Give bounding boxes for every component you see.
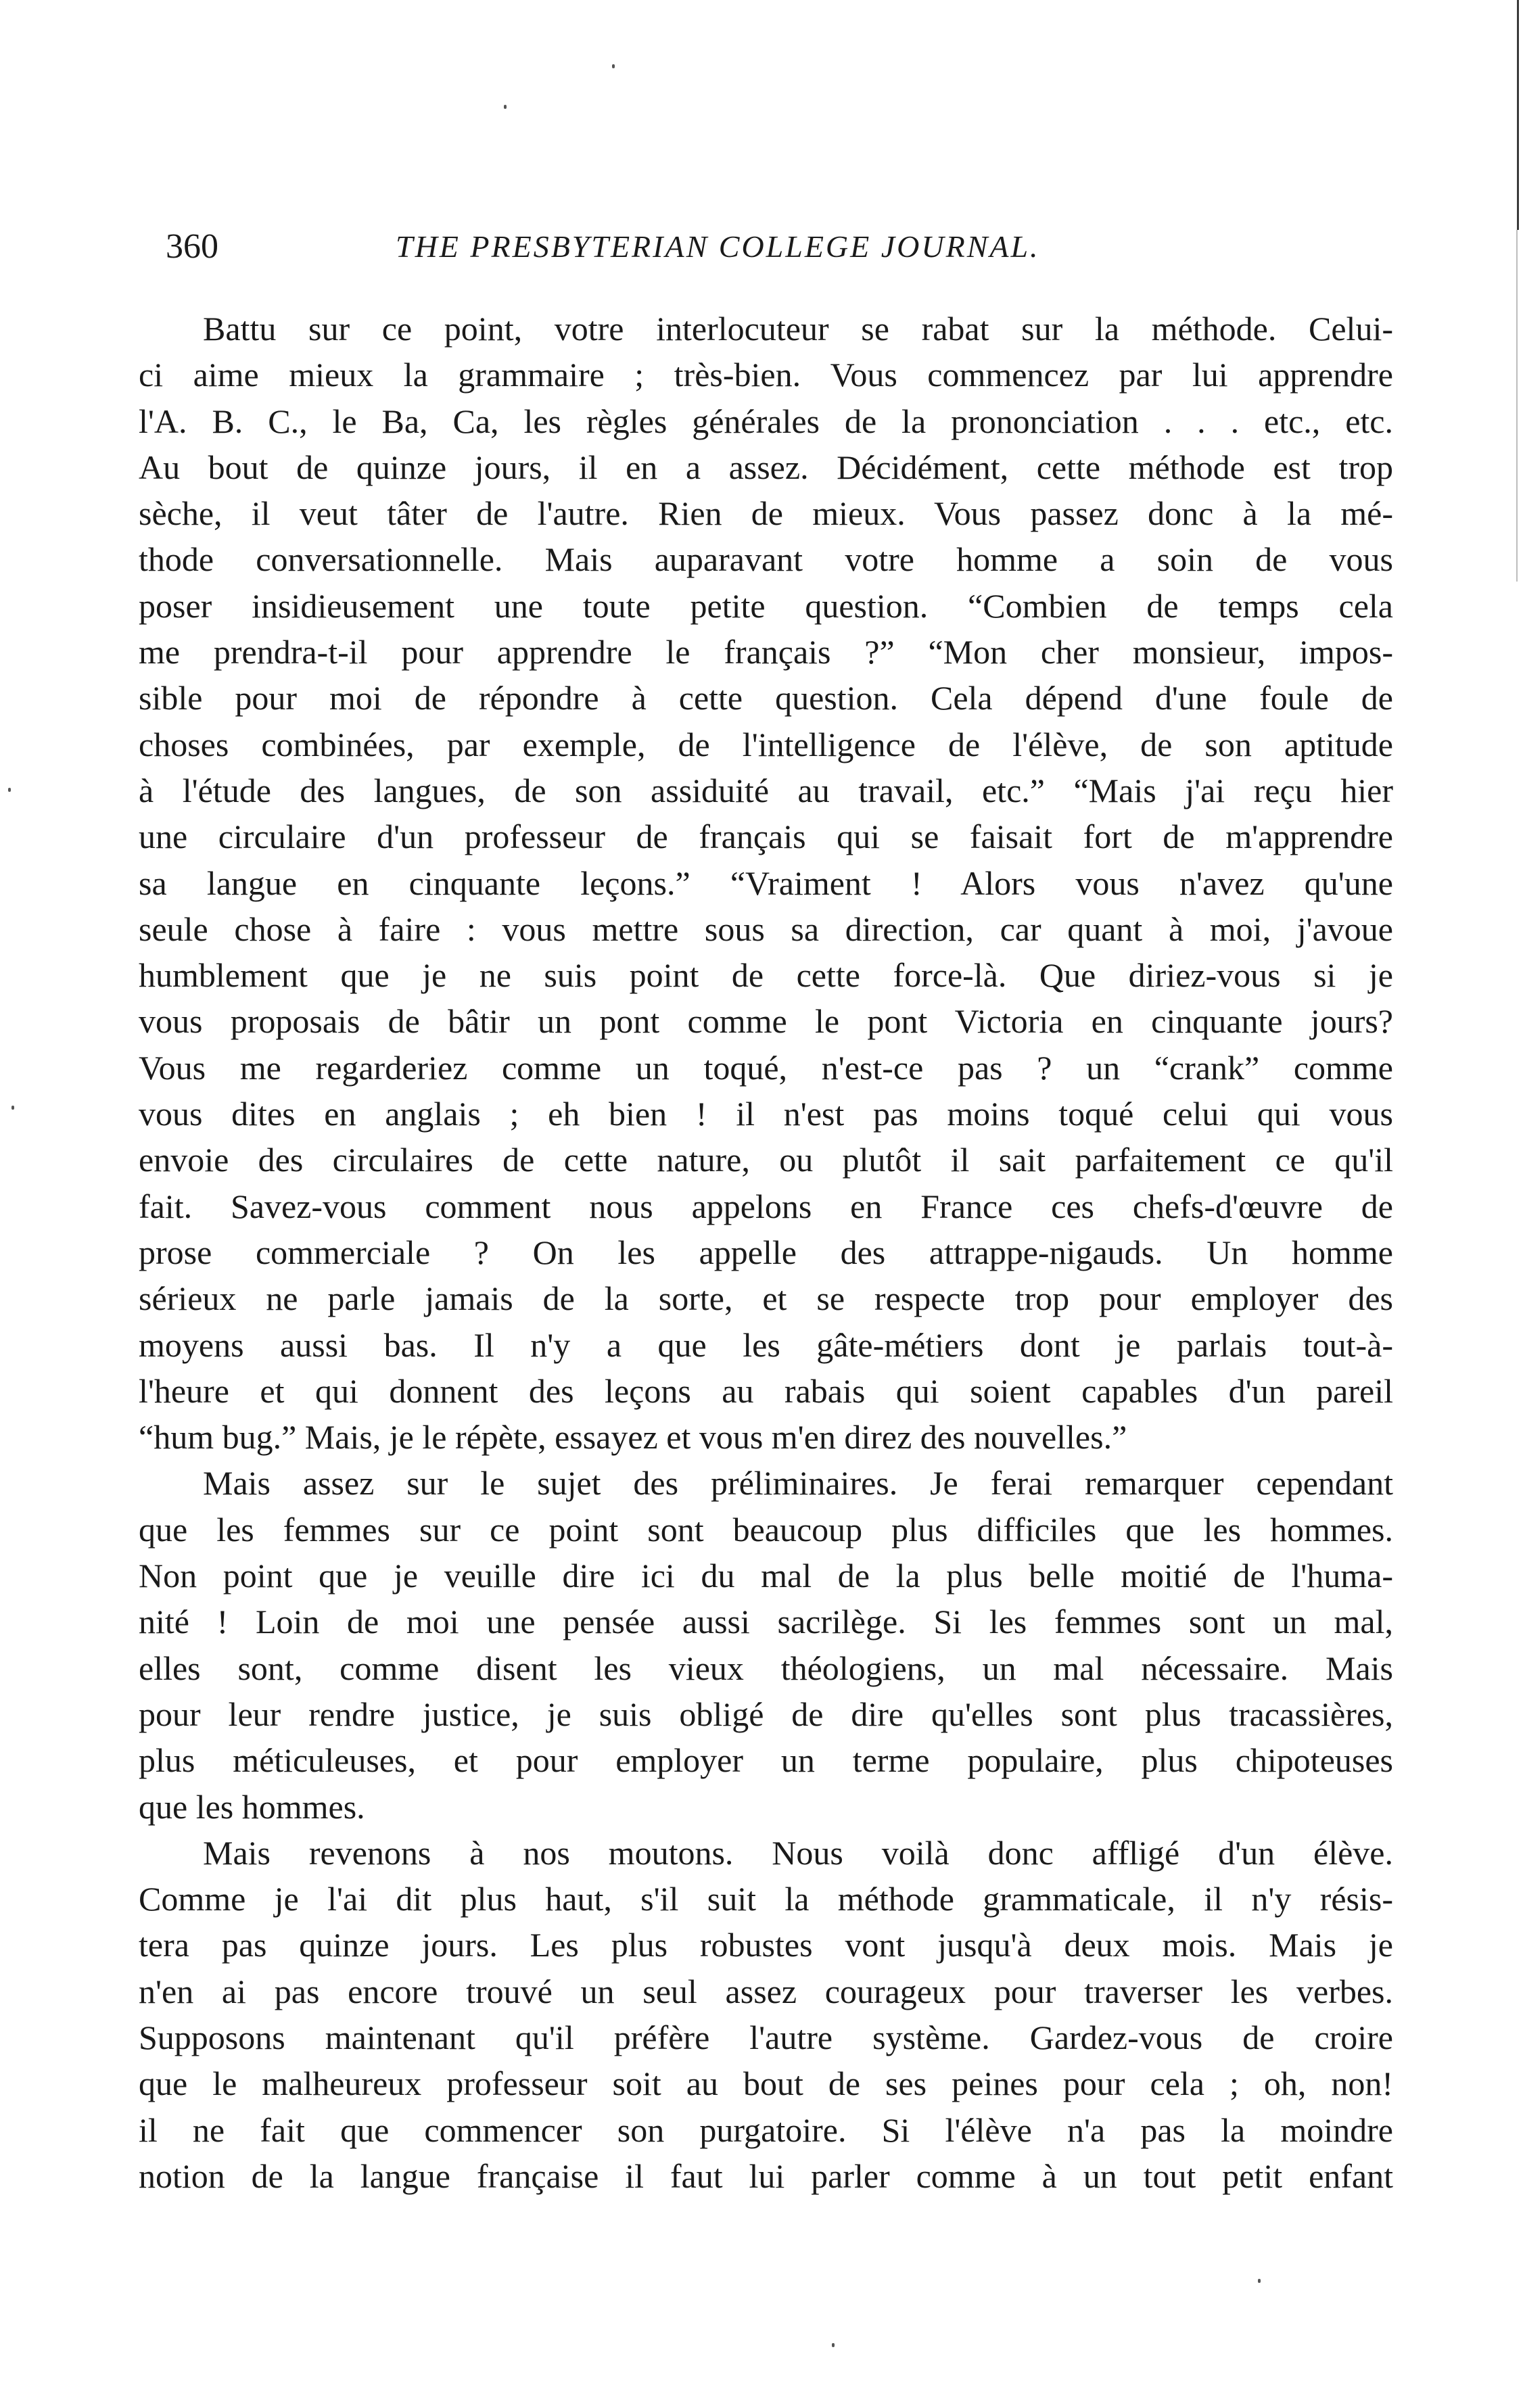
text-line: Mais assez sur le sujet des préliminaires. Je ferai remarquer cependant [203,1464,1393,1503]
scan-speck [11,1106,14,1110]
text-line: ci aime mieux la grammaire ; très-bien. Vous commencez par lui apprendre [139,356,1393,394]
text-line: plus méticuleuses, et pour employer un terme populaire, plus chipoteuses [139,1741,1393,1780]
text-line: Supposons maintenant qu'il préfère l'autre système. Gardez-vous de croire [139,2018,1393,2056]
text-line: choses combinées, par exemple, de l'intelligence de l'élève, de son aptitude [139,725,1393,763]
text-line: fait. Savez-vous comment nous appelons en France ces chefs-d'œuvre de [139,1187,1393,1225]
text-line: vous proposais de bâtir un pont comme le pont Victoria en cinquante jours? [139,1002,1393,1041]
scan-speck [832,2343,835,2347]
text-line: notion de la langue française il faut lui parler comme à un tout petit enfant [139,2156,1393,2195]
text-line: vous dites en anglais ; eh bien ! il n'est pas moins toqué celui qui vous [139,1095,1393,1133]
text-line: Vous me regarderiez comme un toqué, n'est-ce pas ? un “crank” comme [139,1048,1393,1087]
text-line: une circulaire d'un professeur de français qui se faisait fort de m'apprendre [139,818,1393,856]
text-line: n'en ai pas encore trouvé un seul assez courageux pour traverser les verbes. [139,1972,1393,2010]
text-line: pour leur rendre justice, je suis obligé de dire qu'elles sont plus tracassières, [139,1695,1393,1733]
text-line: Au bout de quinze jours, il en a assez. Décidément, cette méthode est trop [139,448,1393,486]
page-edge-rule [1517,0,1519,230]
text-line: l'A. B. C., le Ba, Ca, les règles générales de la prononciation . . . etc., etc. [139,402,1393,440]
scan-speck [8,788,11,792]
page-number: 360 [166,227,218,266]
text-line: nité ! Loin de moi une pensée aussi sacrilège. Si les femmes sont un mal, [139,1603,1393,1641]
scan-speck [1258,2279,1261,2283]
text-line: tera pas quinze jours. Les plus robustes vont jusqu'à deux mois. Mais je [139,1926,1393,1964]
text-line: sérieux ne parle jamais de la sorte, et se respecte trop pour employer des [139,1279,1393,1318]
page-header [166,223,1403,270]
text-line: humblement que je ne suis point de cette force-là. Que diriez-vous si je [139,956,1393,995]
text-line: seule chose à faire : vous mettre sous sa direction, car quant à moi, j'avoue [139,910,1393,948]
text-line: Battu sur ce point, votre interlocuteur se rabat sur la méthode. Celui- [203,310,1393,348]
text-line: Comme je l'ai dit plus haut, s'il suit la méthode grammaticale, il n'y résis- [139,1880,1393,1918]
text-line: thode conversationnelle. Mais auparavant votre homme a soin de vous [139,540,1393,579]
scan-speck [612,64,615,68]
text-line: sible pour moi de répondre à cette question. Cela dépend d'une foule de [139,679,1393,717]
text-line: que les femmes sur ce point sont beaucoup plus difficiles que les hommes. [139,1510,1393,1549]
text-line: sa langue en cinquante leçons.” “Vraiment ! Alors vous n'avez qu'une [139,864,1393,902]
text-line: poser insidieusement une toute petite question. “Combien de temps cela [139,586,1393,625]
text-line: “hum bug.” Mais, je le répète, essayez et vous m'en direz des nouvelles.” [139,1418,1127,1457]
text-line: elles sont, comme disent les vieux théologiens, un mal nécessaire. Mais [139,1649,1393,1687]
text-line: envoie des circulaires de cette nature, ou plutôt il sait parfaitement ce qu'il [139,1141,1393,1179]
text-line: me prendra-t-il pour apprendre le français ?” “Mon cher monsieur, impos- [139,633,1393,671]
text-line: que le malheureux professeur soit au bout de ses peines pour cela ; oh, non! [139,2064,1393,2103]
page-edge-shadow [1516,230,1518,582]
text-line: moyens aussi bas. Il n'y a que les gâte-métiers dont je parlais tout-à- [139,1325,1393,1364]
text-line: à l'étude des langues, de son assiduité au travail, etc.” “Mais j'ai reçu hier [139,771,1393,809]
text-line: il ne fait que commencer son purgatoire. Si l'élève n'a pas la moindre [139,2110,1393,2149]
text-line: l'heure et qui donnent des leçons au rabais qui soient capables d'un pareil [139,1371,1393,1410]
text-line: Non point que je veuille dire ici du mal de la plus belle moitié de l'huma- [139,1557,1393,1595]
text-line: sèche, il veut tâter de l'autre. Rien de mieux. Vous passez donc à la mé- [139,494,1393,533]
text-line: Mais revenons à nos moutons. Nous voilà donc affligé d'un élève. [203,1833,1393,1872]
scan-speck [504,105,507,109]
text-line: que les hommes. [139,1787,365,1826]
text-line: prose commerciale ? On les appelle des attrappe-nigauds. Un homme [139,1233,1393,1271]
body-text [139,306,1393,2199]
running-title: THE PRESBYTERIAN COLLEGE JOURNAL. [396,229,1040,264]
